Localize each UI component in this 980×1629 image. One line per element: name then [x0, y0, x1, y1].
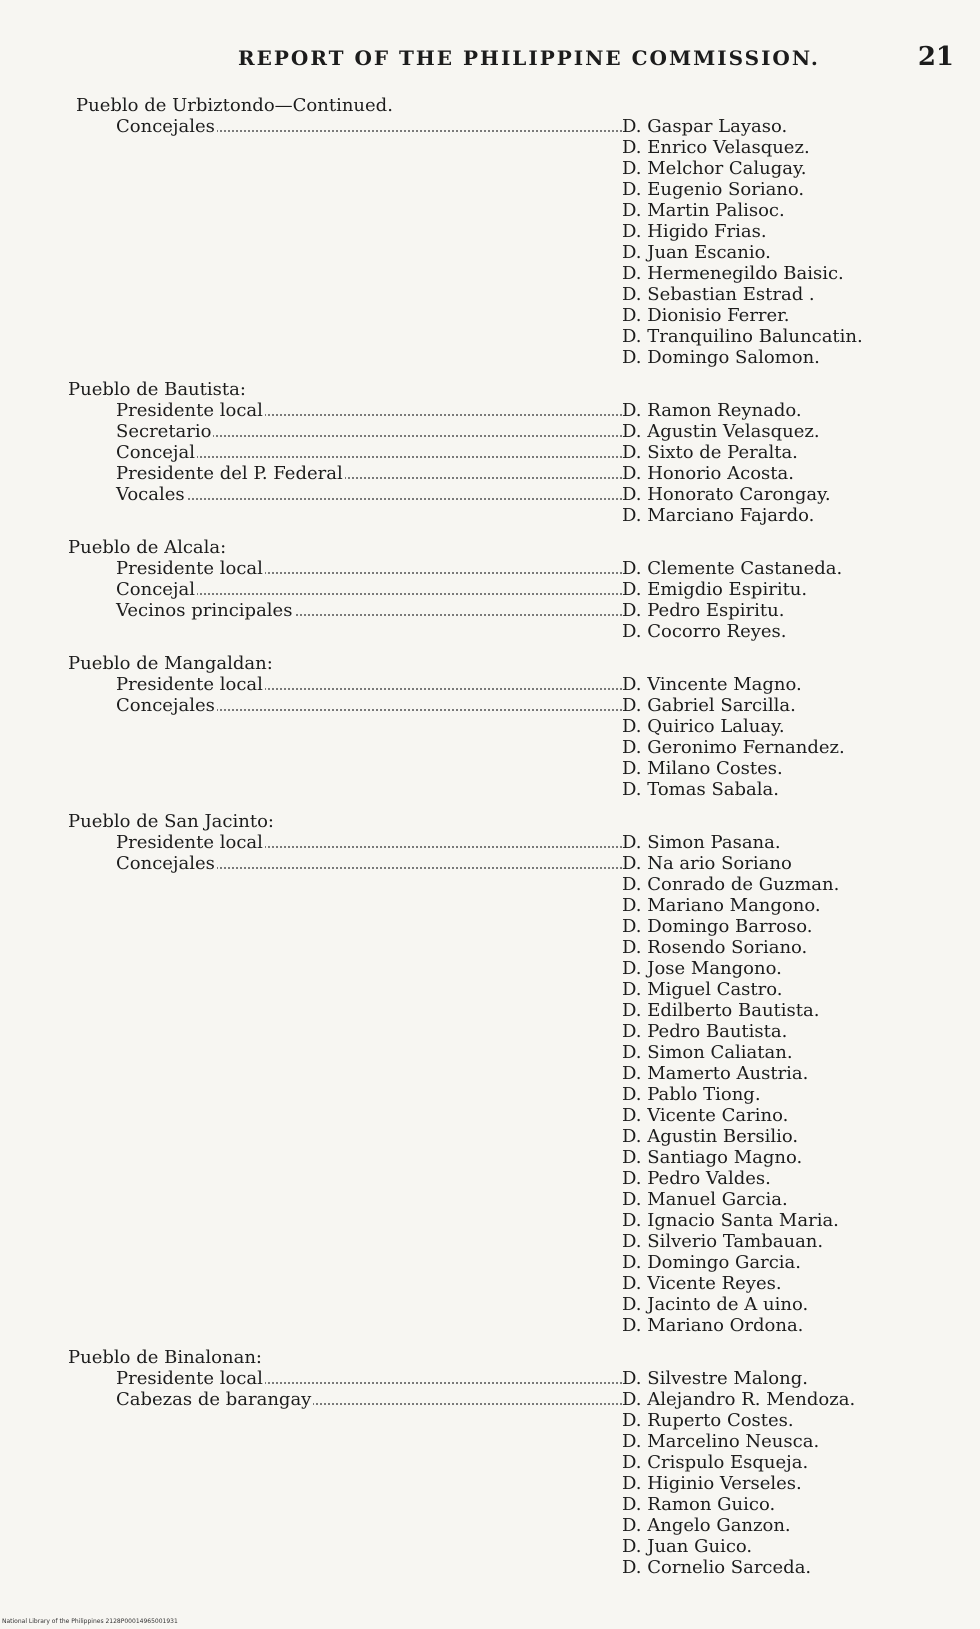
- official-name: D. Quirico Laluay.: [622, 716, 785, 737]
- official-name: D. Higinio Verseles.: [622, 1473, 802, 1494]
- official-name: D. Angelo Ganzon.: [622, 1515, 791, 1536]
- office-row: [68, 695, 948, 800]
- office-row: [68, 832, 948, 853]
- official-name: D. Ramon Guico.: [622, 1494, 776, 1515]
- official-names: [622, 674, 948, 695]
- official-name: D. Rosendo Soriano.: [622, 937, 808, 958]
- official-name: D. Gaspar Layaso.: [622, 116, 788, 137]
- official-name: D. Domingo Salomon.: [622, 347, 820, 368]
- office-title-text: Concejal: [68, 579, 197, 600]
- official-name: D. Honorato Carongay.: [622, 484, 831, 505]
- official-name: D. Emigdio Espiritu.: [622, 579, 808, 600]
- official-name: D. Ignacio Santa Maria.: [622, 1210, 839, 1231]
- pueblo-section: [68, 811, 948, 1336]
- pueblo-name: Pueblo de Alcala:: [68, 537, 227, 558]
- official-name: D. Enrico Velasquez.: [622, 137, 810, 158]
- office-title-text: Presidente local: [68, 674, 265, 695]
- office-title: [68, 484, 622, 505]
- official-names: [622, 463, 948, 484]
- official-names: [622, 400, 948, 421]
- office-title-text: Vocales: [68, 484, 187, 505]
- office-row: [68, 579, 948, 600]
- pueblo-list: [68, 95, 948, 1589]
- pueblo-section: [68, 1347, 948, 1578]
- official-name: D. Martin Palisoc.: [622, 200, 785, 221]
- official-names: [622, 442, 948, 463]
- office-title-text: Vecinos principales: [68, 600, 294, 621]
- office-title: [68, 832, 622, 853]
- official-name: D. Jacinto de A uino.: [622, 1294, 809, 1315]
- official-name: D. Cocorro Reyes.: [622, 621, 787, 642]
- office-row: [68, 1389, 948, 1578]
- pueblo-name: Pueblo de Bautista:: [68, 379, 246, 400]
- official-name: D. Na ario Soriano: [622, 853, 792, 874]
- official-name: D. Manuel Garcia.: [622, 1189, 788, 1210]
- official-name: D. Higido Frias.: [622, 221, 767, 242]
- official-name: D. Agustin Bersilio.: [622, 1126, 799, 1147]
- office-title-text: Presidente local: [68, 558, 265, 579]
- office-row: [68, 116, 948, 368]
- official-name: D. Ruperto Costes.: [622, 1410, 794, 1431]
- office-row: [68, 853, 948, 1336]
- pueblo-section: [68, 95, 948, 368]
- office-row: [68, 421, 948, 442]
- official-name: D. Edilberto Bautista.: [622, 1000, 820, 1021]
- office-row: [68, 600, 948, 642]
- official-name: D. Mariano Mangono.: [622, 895, 821, 916]
- official-name: D. Conrado de Guzman.: [622, 874, 840, 895]
- official-names: [622, 695, 948, 800]
- office-title: [68, 579, 622, 600]
- office-title: [68, 558, 622, 579]
- office-row: [68, 442, 948, 463]
- official-name: D. Vincente Magno.: [622, 674, 802, 695]
- office-title-text: Concejales: [68, 853, 217, 874]
- official-name: D. Clemente Castaneda.: [622, 558, 843, 579]
- official-name: D. Simon Caliatan.: [622, 1042, 793, 1063]
- office-row: [68, 400, 948, 421]
- official-name: D. Domingo Barroso.: [622, 916, 813, 937]
- office-title: [68, 400, 622, 421]
- office-row: [68, 463, 948, 484]
- pueblo-name: Pueblo de Binalonan:: [68, 1347, 262, 1368]
- official-names: [622, 116, 948, 368]
- official-name: D. Pedro Valdes.: [622, 1168, 771, 1189]
- official-names: [622, 832, 948, 853]
- official-name: D. Cornelio Sarceda.: [622, 1557, 812, 1578]
- pueblo-name: Pueblo de Mangaldan:: [68, 653, 273, 674]
- office-row: [68, 674, 948, 695]
- office-title-text: Cabezas de barangay: [68, 1389, 313, 1410]
- office-row: [68, 558, 948, 579]
- office-title-text: Concejales: [68, 695, 217, 716]
- official-names: [622, 484, 948, 526]
- office-title: [68, 1368, 622, 1389]
- office-row: [68, 1368, 948, 1389]
- official-name: D. Milano Costes.: [622, 758, 783, 779]
- official-name: D. Silverio Tambauan.: [622, 1231, 824, 1252]
- official-names: [622, 558, 948, 579]
- official-names: [622, 600, 948, 642]
- official-name: D. Juan Escanio.: [622, 242, 771, 263]
- pueblo-section: [68, 653, 948, 800]
- office-title: [68, 116, 622, 137]
- office-title: [68, 442, 622, 463]
- official-name: D. Gabriel Sarcilla.: [622, 695, 796, 716]
- official-name: D. Silvestre Malong.: [622, 1368, 808, 1389]
- official-name: D. Alejandro R. Mendoza.: [622, 1389, 856, 1410]
- official-names: [622, 853, 948, 1336]
- office-title: [68, 421, 622, 442]
- pueblo-section: [68, 379, 948, 526]
- office-title: [68, 463, 622, 484]
- official-name: D. Domingo Garcia.: [622, 1252, 802, 1273]
- office-title: [68, 853, 622, 874]
- office-title-text: Presidente local: [68, 1368, 265, 1389]
- official-name: D. Juan Guico.: [622, 1536, 753, 1557]
- official-name: D. Tranquilino Baluncatin.: [622, 326, 863, 347]
- office-title-text: Presidente local: [68, 400, 265, 421]
- official-name: D. Jose Mangono.: [622, 958, 782, 979]
- office-title: [68, 674, 622, 695]
- official-name: D. Mariano Ordona.: [622, 1315, 804, 1336]
- official-name: D. Sebastian Estrad .: [622, 284, 815, 305]
- official-name: D. Miguel Castro.: [622, 979, 783, 1000]
- official-name: D. Mamerto Austria.: [622, 1063, 809, 1084]
- official-name: D. Vicente Reyes.: [622, 1273, 782, 1294]
- office-title: [68, 1389, 622, 1410]
- office-row: [68, 484, 948, 526]
- official-name: D. Pablo Tiong.: [622, 1084, 761, 1105]
- scan-footer: National Library of the Philippines 2128P00014965001931: [2, 1618, 178, 1625]
- office-title-text: Presidente del P. Federal: [68, 463, 345, 484]
- office-title-text: Presidente local: [68, 832, 265, 853]
- official-name: D. Dionisio Ferrer.: [622, 305, 790, 326]
- official-name: D. Geronimo Fernandez.: [622, 737, 845, 758]
- official-name: D. Santiago Magno.: [622, 1147, 803, 1168]
- office-title-text: Secretario: [68, 421, 213, 442]
- official-name: D. Hermenegildo Baisic.: [622, 263, 844, 284]
- official-name: D. Ramon Reynado.: [622, 400, 802, 421]
- official-name: D. Agustin Velasquez.: [622, 421, 820, 442]
- official-name: D. Vicente Carino.: [622, 1105, 789, 1126]
- official-names: [622, 579, 948, 600]
- official-name: D. Honorio Acosta.: [622, 463, 794, 484]
- office-title-text: Concejales: [68, 116, 217, 137]
- pueblo-name: Pueblo de San Jacinto:: [68, 811, 274, 832]
- official-name: D. Sixto de Peralta.: [622, 442, 798, 463]
- official-names: [622, 1389, 948, 1578]
- office-title: [68, 695, 622, 716]
- official-name: D. Crispulo Esqueja.: [622, 1452, 809, 1473]
- pueblo-section: [68, 537, 948, 642]
- official-name: D. Marciano Fajardo.: [622, 505, 815, 526]
- page-title: REPORT OF THE PHILIPPINE COMMISSION.: [238, 46, 820, 70]
- official-name: D. Simon Pasana.: [622, 832, 781, 853]
- office-title-text: Concejal: [68, 442, 197, 463]
- page-header: [0, 42, 980, 76]
- official-name: D. Eugenio Soriano.: [622, 179, 805, 200]
- official-names: [622, 1368, 948, 1389]
- official-name: D. Marcelino Neusca.: [622, 1431, 820, 1452]
- official-names: [622, 421, 948, 442]
- pueblo-name: Pueblo de Urbiztondo—Continued.: [76, 95, 393, 116]
- page-number: 21: [917, 42, 954, 72]
- official-name: D. Melchor Calugay.: [622, 158, 807, 179]
- official-name: D. Tomas Sabala.: [622, 779, 779, 800]
- official-name: D. Pedro Bautista.: [622, 1021, 788, 1042]
- official-name: D. Pedro Espiritu.: [622, 600, 785, 621]
- office-title: [68, 600, 622, 621]
